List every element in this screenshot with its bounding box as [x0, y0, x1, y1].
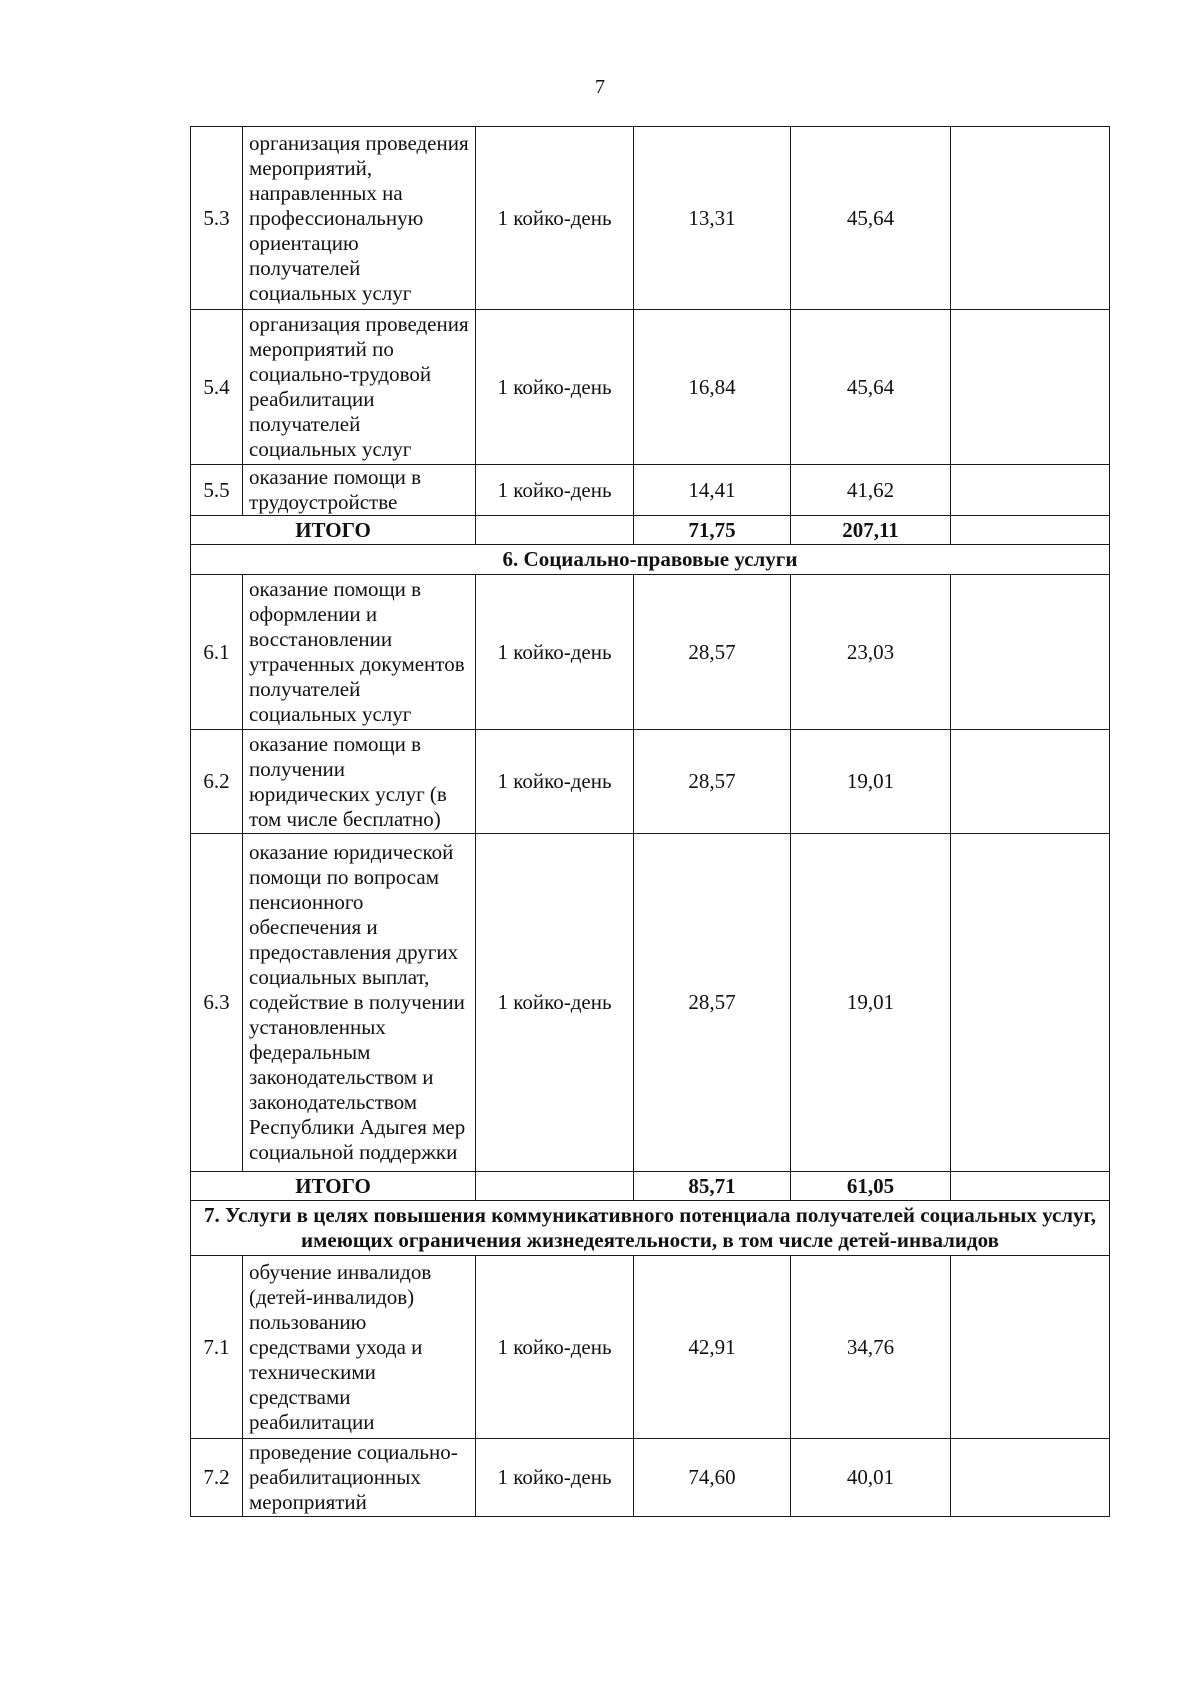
service-description: организация проведения мероприятий, направленных на профессиональную ориентацию получателей социальных услуг — [243, 127, 476, 310]
section-header-row — [191, 545, 1110, 575]
table-row — [191, 834, 1110, 1172]
empty-cell — [951, 127, 1110, 310]
empty-cell — [951, 310, 1110, 465]
total-empty-cell — [951, 1172, 1110, 1201]
tariff-value-2: 40,01 — [791, 1439, 951, 1517]
row-number: 7.2 — [191, 1439, 243, 1517]
table-row — [191, 127, 1110, 310]
empty-cell — [951, 834, 1110, 1172]
table-row — [191, 1256, 1110, 1439]
tariff-value-1: 16,84 — [634, 310, 791, 465]
tariff-value-1: 42,91 — [634, 1256, 791, 1439]
total-value-2: 61,05 — [791, 1172, 951, 1201]
table-row — [191, 465, 1110, 516]
table-row — [191, 310, 1110, 465]
service-description: оказание помощи в получении юридических услуг (в том числе бесплатно) — [243, 730, 476, 834]
total-value-1: 85,71 — [634, 1172, 791, 1201]
service-description: проведение социально-реабилитационных мероприятий — [243, 1439, 476, 1517]
total-value-1: 71,75 — [634, 516, 791, 545]
service-description: обучение инвалидов (детей-инвалидов) пользованию средствами ухода и техническими средствами реабилитации — [243, 1256, 476, 1439]
row-number: 5.4 — [191, 310, 243, 465]
unit-of-measure: 1 койко-день — [476, 1256, 634, 1439]
unit-of-measure: 1 койко-день — [476, 834, 634, 1172]
service-description: оказание помощи в трудоустройстве — [243, 465, 476, 516]
unit-of-measure: 1 койко-день — [476, 575, 634, 730]
total-label: ИТОГО — [191, 516, 476, 545]
tariff-value-2: 23,03 — [791, 575, 951, 730]
tariff-value-1: 28,57 — [634, 730, 791, 834]
row-number: 6.1 — [191, 575, 243, 730]
total-empty-cell — [476, 516, 634, 545]
table-row — [191, 730, 1110, 834]
tariff-value-2: 45,64 — [791, 127, 951, 310]
tariff-value-2: 41,62 — [791, 465, 951, 516]
total-row — [191, 516, 1110, 545]
unit-of-measure: 1 койко-день — [476, 730, 634, 834]
table-body — [191, 127, 1110, 1517]
tariff-value-2: 45,64 — [791, 310, 951, 465]
row-number: 5.5 — [191, 465, 243, 516]
tariff-value-1: 28,57 — [634, 834, 791, 1172]
empty-cell — [951, 575, 1110, 730]
unit-of-measure: 1 койко-день — [476, 1439, 634, 1517]
tariff-value-1: 14,41 — [634, 465, 791, 516]
section-title: 7. Услуги в целях повышения коммуникативного потенциала получателей социальных услуг, имеющих ограничения жизнедеятельности, в том числе детей-инвалидов — [191, 1201, 1110, 1256]
empty-cell — [951, 730, 1110, 834]
tariff-value-2: 19,01 — [791, 834, 951, 1172]
unit-of-measure: 1 койко-день — [476, 465, 634, 516]
table-row — [191, 1439, 1110, 1517]
empty-cell — [951, 1439, 1110, 1517]
row-number: 6.3 — [191, 834, 243, 1172]
tariff-value-2: 34,76 — [791, 1256, 951, 1439]
total-value-2: 207,11 — [791, 516, 951, 545]
tariff-value-1: 28,57 — [634, 575, 791, 730]
table-row — [191, 575, 1110, 730]
empty-cell — [951, 1256, 1110, 1439]
unit-of-measure: 1 койко-день — [476, 310, 634, 465]
service-description: организация проведения мероприятий по социально-трудовой реабилитации получателей социальных услуг — [243, 310, 476, 465]
service-description: оказание юридической помощи по вопросам пенсионного обеспечения и предоставления других социальных выплат, содействие в получении установленных федеральным законодательством и законодательством Республики Адыгея мер социальной поддержки — [243, 834, 476, 1172]
row-number: 5.3 — [191, 127, 243, 310]
service-description: оказание помощи в оформлении и восстановлении утраченных документов получателей социальных услуг — [243, 575, 476, 730]
tariff-value-2: 19,01 — [791, 730, 951, 834]
tariff-value-1: 74,60 — [634, 1439, 791, 1517]
total-empty-cell — [951, 516, 1110, 545]
tariff-value-1: 13,31 — [634, 127, 791, 310]
row-number: 7.1 — [191, 1256, 243, 1439]
total-label: ИТОГО — [191, 1172, 476, 1201]
total-row — [191, 1172, 1110, 1201]
page-number: 7 — [595, 76, 605, 98]
services-table — [190, 126, 1110, 1517]
total-empty-cell — [476, 1172, 634, 1201]
row-number: 6.2 — [191, 730, 243, 834]
unit-of-measure: 1 койко-день — [476, 127, 634, 310]
empty-cell — [951, 465, 1110, 516]
section-title: 6. Социально-правовые услуги — [191, 545, 1110, 575]
section-header-row — [191, 1201, 1110, 1256]
